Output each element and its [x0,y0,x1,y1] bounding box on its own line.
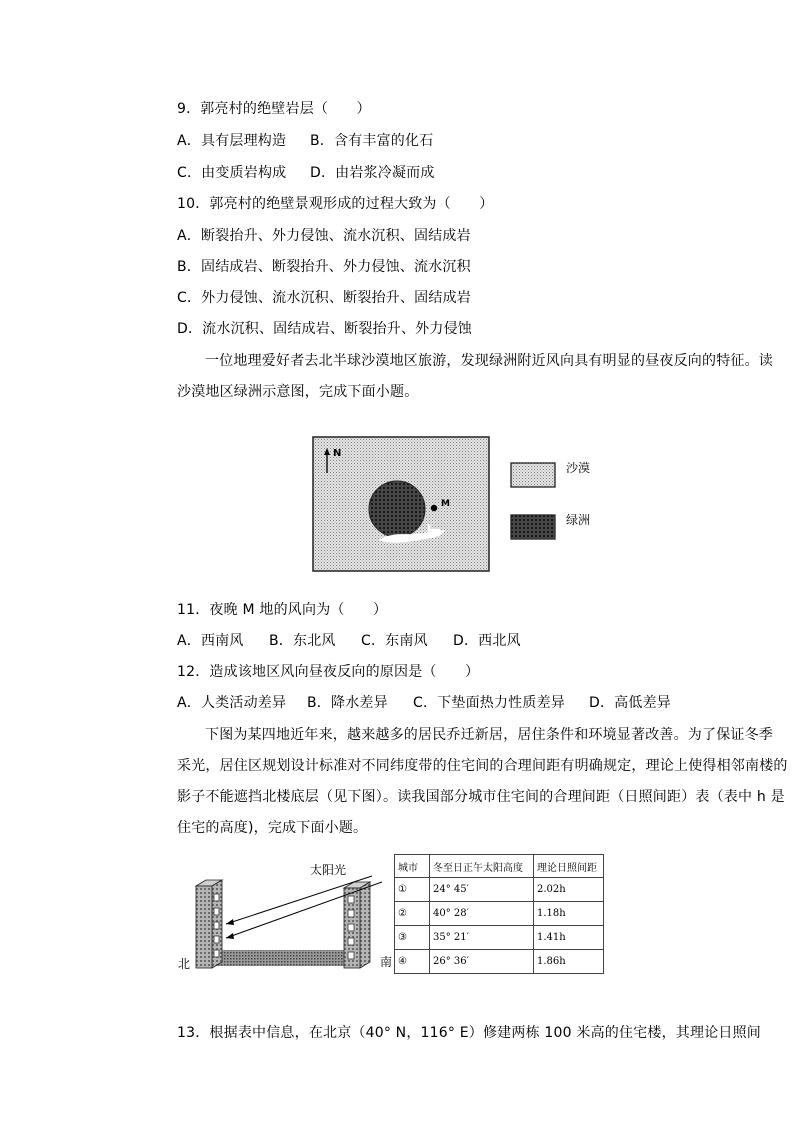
table-cell: 1.86h [534,950,604,974]
q9-options-2 [177,163,435,183]
q12-options [177,693,671,713]
sun-spacing-table [394,854,604,974]
legend-oasis-label: 绿洲 [566,513,591,527]
table-header-city: 城市 [395,855,430,878]
table-header-altitude: 冬至日正午太阳高度 [430,855,534,878]
q12-option-b: B．降水差异 [307,695,388,711]
table-row [395,926,604,950]
intro-sun-line-2: 采光，居住区规划设计标准对不同纬度带的住宅间的合理间距有明确规定，理论上使得相邻南楼的 [177,758,788,774]
legend-desert-label: 沙漠 [566,461,591,475]
q12-option-c: C．下垫面热力性质差异 [413,695,565,711]
oasis-area [369,481,425,537]
table-cell: ③ [395,926,430,950]
q11-option-a: A．西南风 [177,633,244,649]
north-label: N [333,448,342,459]
q11-option-d: D．西北风 [453,633,521,649]
q13-stem: 13．根据表中信息，在北京（40° N，116° E）修建两栋 100 米高的住宅楼，其理论日照间 [177,1025,761,1041]
point-m-dot [431,505,437,511]
q12-stem: 12．造成该地区风向昼夜反向的原因是（ ） [177,664,480,680]
table-row [395,902,604,926]
q11-stem: 11．夜晚 M 地的风向为（ ） [177,602,388,618]
q12-option-a: A．人类活动差异 [177,695,287,711]
table-cell: 1.41h [534,926,604,950]
legend-oasis-swatch [511,515,555,539]
intro-oasis-line-1: 一位地理爱好者去北半球沙漠地区旅游，发现绿洲附近风向具有明显的昼夜反向的特征。读 [205,353,773,369]
table-cell: 1.18h [534,902,604,926]
q12-option-d: D．高低差异 [589,695,671,711]
north-side-label: 北 [178,957,191,971]
north-building [196,886,212,968]
ground [200,950,356,966]
sunlight-label: 太阳光 [310,863,347,877]
table-cell: ① [395,878,430,902]
table-header-spacing: 理论日照间距 [534,855,604,878]
table-cell: 24° 45′ [430,878,534,902]
q10-option-d: D．流水沉积、固结成岩、断裂抬升、外力侵蚀 [177,321,472,337]
table-cell: 35° 21′ [430,926,534,950]
q9-options [177,131,433,151]
q9-option-b: B．含有丰富的化石 [310,133,434,149]
q11-options [177,631,521,651]
oasis-map-figure [312,436,612,574]
legend-desert-swatch [511,463,555,487]
q9-stem: 9．郭亮村的绝壁岩层（ ） [177,101,371,117]
q10-option-c: C．外力侵蚀、流水沉积、断裂抬升、固结成岩 [177,290,471,306]
intro-sun-line-1: 下图为某四地近年来，越来越多的居民乔迁新居，居住条件和环境显著改善。为了保证冬季 [205,727,773,743]
table-cell: 2.02h [534,878,604,902]
q10-stem: 10．郭亮村的绝壁景观形成的过程大致为（ ） [177,196,494,212]
building-spacing-figure [176,856,396,976]
q9-option-d: D．由岩浆冷凝而成 [310,165,435,181]
intro-sun-line-4: 住宅的高度)，完成下面小题。 [177,820,368,836]
q9-option-c: C．由变质岩构成 [177,165,287,181]
table-cell: ② [395,902,430,926]
south-side-label: 南 [380,955,393,969]
table-cell: ④ [395,950,430,974]
q11-option-c: C．东南风 [361,633,428,649]
table-cell: 26° 36′ [430,950,534,974]
intro-sun-line-3: 影子不能遮挡北楼底层（见下图）。读我国部分城市住宅间的合理间距（日照间距）表（表中 h 是 [177,789,785,805]
table-cell: 40° 28′ [430,902,534,926]
q10-option-b: B．固结成岩、断裂抬升、外力侵蚀、流水沉积 [177,259,471,275]
table-row [395,878,604,902]
q9-option-a: A．具有层理构造 [177,133,287,149]
point-m-label: M [441,499,450,509]
intro-oasis-line-2: 沙漠地区绿洲示意图，完成下面小题。 [177,384,419,400]
q10-option-a: A．断裂抬升、外力侵蚀、流水沉积、固结成岩 [177,228,471,244]
table-row [395,950,604,974]
q11-option-b: B．东北风 [269,633,336,649]
table-header-row [395,855,604,878]
